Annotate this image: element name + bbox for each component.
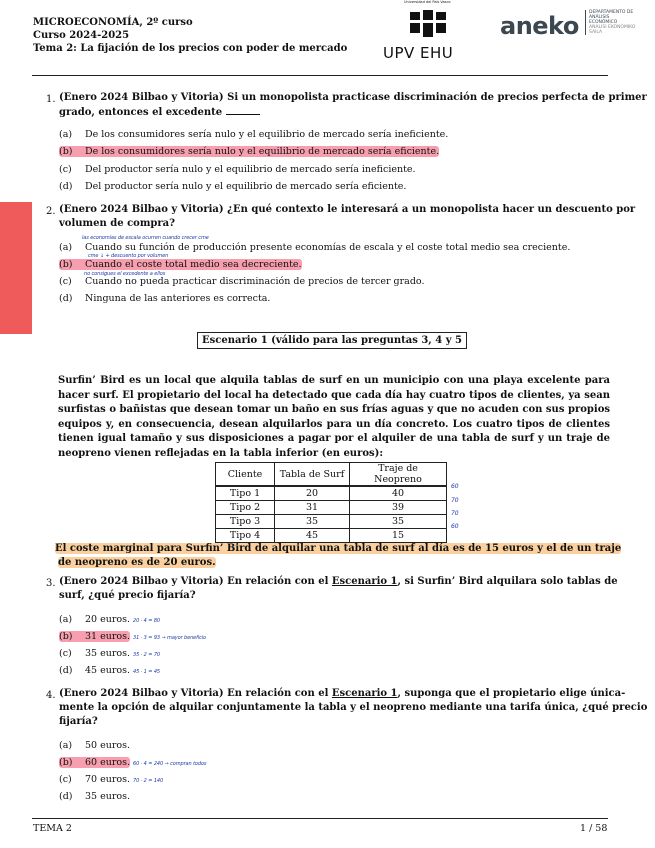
handwritten-note: no consigues el excedente a ellos — [84, 271, 166, 277]
option-label: (d) — [59, 293, 73, 304]
q1-line2-wrap — [59, 105, 260, 120]
table-row — [216, 486, 447, 501]
q2-number: 2. — [46, 206, 56, 217]
option-text: 31 euros. — [85, 631, 131, 642]
option-text: Cuando no pueda practicar discriminación de precios de tercer grado. — [85, 276, 425, 287]
q4-number: 4. — [46, 690, 56, 701]
q3-option-b[interactable] — [59, 631, 206, 644]
scenario-paragraph: Surfin’ Bird es un local que alquila tablas de surf en un municipio con una playa excelente para hacer surf. El propietario del local ha detectado que cada día hay cuatro tipos de clientes, ya sean surfistas o bañistas que desean tomar un baño en sus frías aguas y que no acuden con sus propios equipos y, en consecuencia, desean alquilarlos para un día concreto. Los cuatro tipos de clientes tienen igual tamaño y sus disposiciones a pagar por el alquiler de una tabla de surf y un traje de neopreno vienen reflejadas en la tabla inferior (en euros): — [58, 375, 610, 459]
upv-top-text: Universidad del País Vasco — [404, 0, 451, 4]
q1-blank — [226, 105, 260, 115]
answer-highlight — [59, 259, 302, 270]
table-cell: Tipo 4 — [216, 529, 275, 543]
q4-text: , suponga que el propietario elige única- — [397, 688, 626, 699]
footer-rule — [32, 818, 608, 819]
handwritten-note: 70 · 2 = 140 — [133, 778, 164, 784]
option-text: Ninguna de las anteriores es correcta. — [85, 293, 271, 304]
wtp-table — [215, 462, 447, 543]
option-text: 50 euros. — [85, 740, 131, 751]
option-label: (d) — [59, 665, 73, 676]
table-cell: Tipo 3 — [216, 515, 275, 529]
q1-option-c[interactable] — [59, 164, 416, 176]
q3-text: , si Surfin’ Bird alquilara solo tablas de — [397, 576, 618, 587]
table-cell: 35 — [350, 515, 447, 529]
option-label: (d) — [59, 791, 73, 802]
option-text: 60 euros. — [85, 757, 131, 768]
table-cell: 35 — [275, 515, 350, 529]
option-text: 45 euros. — [85, 665, 131, 676]
table-cell: 39 — [350, 501, 447, 515]
option-label: (b) — [59, 146, 73, 157]
table-cell: Tipo 1 — [216, 486, 275, 501]
topic-title: Tema 2: La fijación de los precios con poder de mercado — [33, 43, 348, 54]
option-label: (b) — [59, 757, 73, 768]
option-label: (c) — [59, 648, 72, 659]
option-text: 20 euros. — [85, 614, 131, 625]
handwritten-note: 20 · 4 = 80 — [133, 618, 160, 624]
option-text: 70 euros. — [85, 774, 131, 785]
q3-option-c[interactable] — [59, 648, 160, 661]
option-text: Cuando el coste total medio sea decreciente. — [85, 259, 302, 270]
table-cell: 20 — [275, 486, 350, 501]
table-row — [216, 501, 447, 515]
q3-option-d[interactable] — [59, 665, 160, 678]
table-cell: 31 — [275, 501, 350, 515]
side-tab — [0, 202, 32, 334]
option-text: De los consumidores sería nulo y el equilibrio de mercado sería eficiente. — [85, 146, 440, 157]
table-cell: 45 — [275, 529, 350, 543]
aneko-dept-es: DEPARTAMENTO DE ANÁLISIS ECONÓMICO — [589, 10, 634, 25]
q3-number: 3. — [46, 578, 56, 589]
option-label: (d) — [59, 181, 73, 192]
handwritten-sum: 70 — [451, 497, 459, 504]
q1-option-b[interactable] — [59, 146, 439, 158]
answer-highlight — [59, 146, 439, 157]
table-cell: Tipo 2 — [216, 501, 275, 515]
q4-line3: fijaría? — [59, 716, 98, 727]
option-text: 35 euros. — [85, 648, 131, 659]
q1-line2: grado, entonces el excedente — [59, 107, 223, 118]
table-header: Cliente — [216, 463, 275, 487]
handwritten-note: 31 · 3 = 93 → mayor beneficio — [133, 635, 206, 641]
q2-line1: (Enero 2024 Bilbao y Vitoria) ¿En qué contexto le interesará a un monopolista hacer un descuento por — [59, 204, 636, 215]
handwritten-sum: 70 — [451, 510, 459, 517]
aneko-logo-text: aneko — [500, 12, 579, 40]
q4-option-b[interactable] — [59, 757, 206, 770]
handwritten-note: cme ↓ + descuento por volumen — [88, 253, 169, 259]
q1-line1: (Enero 2024 Bilbao y Vitoria) Si un monopolista practicase discriminación de precios perfecta de primer — [59, 92, 647, 103]
option-text: Del productor sería nulo y el equilibrio de mercado sería eficiente. — [85, 181, 407, 192]
course-year: Curso 2024-2025 — [33, 30, 130, 41]
option-label: (b) — [59, 259, 73, 270]
footer-left: TEMA 2 — [33, 823, 72, 834]
option-label: (c) — [59, 774, 72, 785]
marginal-cost-line1 — [55, 542, 621, 556]
course-title: MICROECONOMÍA, 2º curso — [33, 17, 193, 28]
option-label: (a) — [59, 129, 73, 140]
q1-number: 1. — [46, 94, 56, 105]
scenario-reference: Escenario 1 — [331, 688, 398, 699]
q2-option-b[interactable] — [59, 259, 302, 271]
scenario-title: Escenario 1 (válido para las preguntas 3, 4 y 5 — [197, 332, 467, 349]
option-text: Cuando su función de producción presente economías de escala y el coste total medio sea creciente. — [85, 242, 571, 253]
table-row — [216, 515, 447, 529]
q2-option-d[interactable] — [59, 293, 270, 305]
q4-text: (Enero 2024 Bilbao y Vitoria) En relación con el — [59, 688, 332, 699]
q3-text: (Enero 2024 Bilbao y Vitoria) En relación con el — [59, 576, 332, 587]
scenario-reference: Escenario 1 — [331, 576, 398, 587]
table-header: Traje de Neopreno — [350, 463, 447, 487]
option-label: (b) — [59, 631, 73, 642]
handwritten-note: las economías de escala ocurren cuando crecer cme — [82, 235, 209, 241]
marginal-cost-text: El coste marginal para Surfin’ Bird de alquilar una tabla de surf al día es de 15 euros y el de un traje — [55, 543, 622, 554]
option-label: (c) — [59, 164, 72, 175]
marginal-cost-line2 — [58, 556, 216, 570]
answer-highlight — [59, 631, 130, 642]
table-header: Tabla de Surf — [275, 463, 350, 487]
aneko-department — [585, 10, 639, 35]
q3-line1 — [59, 575, 618, 589]
option-text: Del productor sería nulo y el equilibrio de mercado sería ineficiente. — [85, 164, 416, 175]
upv-logo-text: UPV EHU — [383, 44, 454, 62]
q2-option-c[interactable] — [59, 276, 424, 288]
table-cell: 15 — [350, 529, 447, 543]
handwritten-sum: 60 — [451, 523, 459, 530]
option-label: (a) — [59, 740, 73, 751]
handwritten-sum: 60 — [451, 483, 459, 490]
option-label: (a) — [59, 242, 73, 253]
q4-option-c[interactable] — [59, 774, 163, 787]
option-label: (a) — [59, 614, 73, 625]
handwritten-note: 60 · 4 = 240 → compran todos — [133, 761, 207, 767]
option-text: De los consumidores sería nulo y el equilibrio de mercado sería ineficiente. — [85, 129, 449, 140]
table-row — [216, 529, 447, 543]
q1-option-d[interactable] — [59, 181, 406, 193]
answer-highlight — [59, 757, 130, 768]
q3-option-a[interactable] — [59, 614, 160, 627]
option-text: 35 euros. — [85, 791, 131, 802]
q1-option-a[interactable] — [59, 129, 448, 141]
upv-logo-icon — [408, 8, 448, 42]
q3-line2: surf, ¿qué precio fijaría? — [59, 590, 196, 601]
header-rule — [32, 75, 608, 76]
option-label: (c) — [59, 276, 72, 287]
q4-line2: mente la opción de alquilar conjuntamente la tabla y el neopreno mediante una tarifa única, ¿qué precio — [59, 702, 648, 713]
q4-line1 — [59, 687, 625, 701]
handwritten-note: 45 · 1 = 45 — [133, 669, 160, 675]
table-header-row — [216, 463, 447, 487]
q4-option-a[interactable] — [59, 740, 130, 752]
marginal-cost-text: de neopreno es de 20 euros. — [58, 557, 216, 568]
page-number: 1 / 58 — [580, 823, 608, 834]
handwritten-note: 35 · 2 = 70 — [133, 652, 160, 658]
aneko-logo — [500, 12, 579, 40]
q2-line2: volumen de compra? — [59, 218, 176, 229]
aneko-dept-eu: ANALISI EKONOMIKO SAILA — [589, 25, 636, 35]
q4-option-d[interactable] — [59, 791, 130, 803]
table-cell: 40 — [350, 486, 447, 501]
